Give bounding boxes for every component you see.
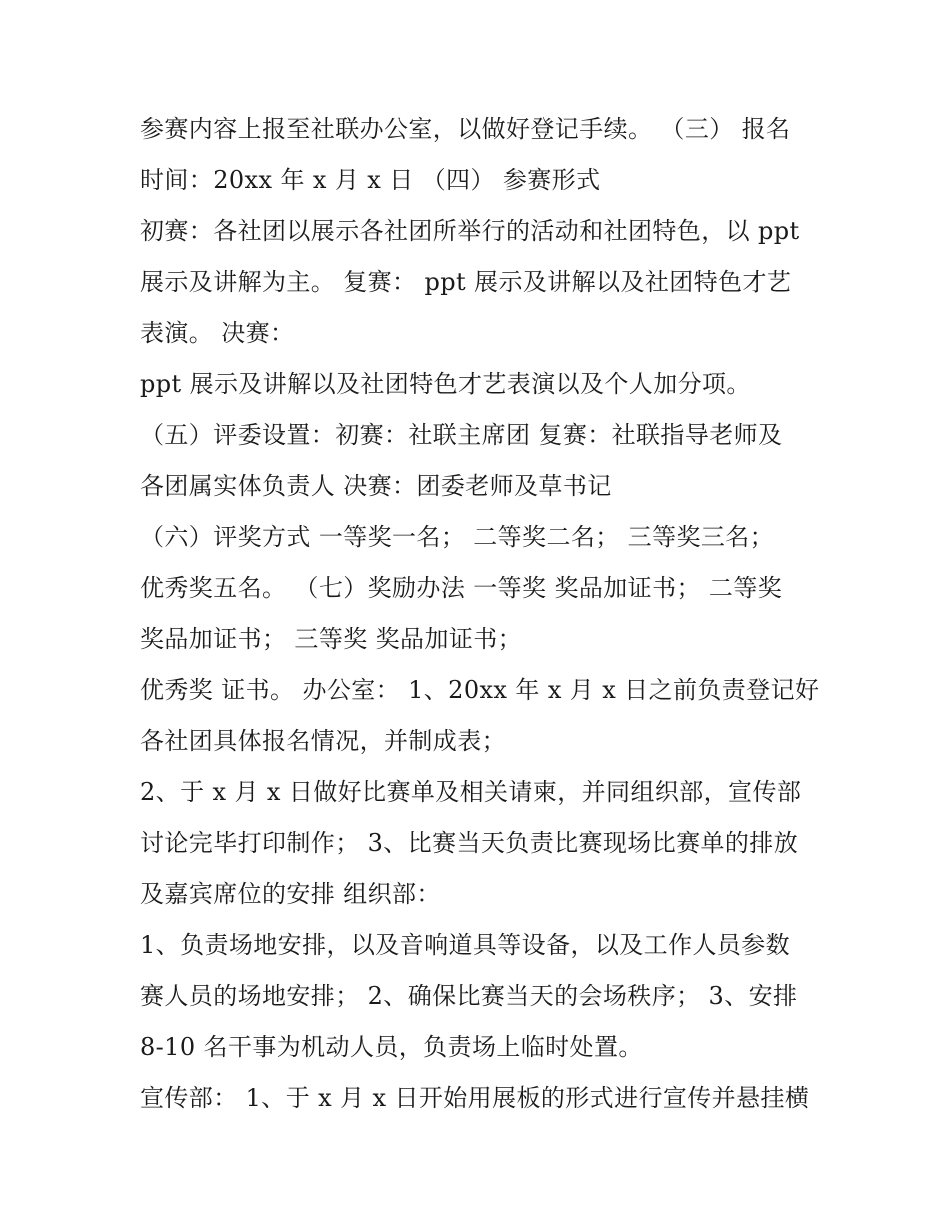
- text-line: （五）评委设置：初赛：社联主席团 复赛：社联指导老师及: [140, 421, 783, 449]
- text-line: 参赛内容上报至社联办公室，以做好登记手续。 （三） 报名: [140, 115, 791, 143]
- text-line: 优秀奖五名。 （七）奖励办法 一等奖 奖品加证书； 二等奖: [140, 574, 783, 602]
- text-line: 1、负责场地安排，以及音响道具等设备，以及工作人员参数: [140, 931, 791, 959]
- text-line: 讨论完毕打印制作； 3、比赛当天负责比赛现场比赛单的排放: [140, 829, 799, 857]
- body-text: [140, 104, 820, 1124]
- text-line: 2、于 x 月 x 日做好比赛单及相关请柬，并同组织部，宣传部: [140, 778, 802, 806]
- text-line: 时间：20xx 年 x 月 x 日 （四） 参赛形式: [140, 166, 601, 194]
- text-line: 各社团具体报名情况，并制成表；: [140, 727, 506, 755]
- text-line: （六）评奖方式 一等奖一名； 二等奖二名； 三等奖三名；: [140, 523, 775, 551]
- text-line: 展示及讲解为主。 复赛： ppt 展示及讲解以及社团特色才艺: [140, 268, 792, 296]
- text-line: ppt 展示及讲解以及社团特色才艺表演以及个人加分项。: [140, 370, 751, 398]
- text-line: 赛人员的场地安排； 2、确保比赛当天的会场秩序； 3、安排: [140, 982, 798, 1010]
- text-line: 初赛：各社团以展示各社团所举行的活动和社团特色，以 ppt: [140, 217, 800, 245]
- text-line: 表演。 决赛：: [140, 319, 295, 347]
- text-line: 及嘉宾席位的安排 组织部：: [140, 880, 441, 908]
- text-line: 优秀奖 证书。 办公室： 1、20xx 年 x 月 x 日之前负责登记好: [140, 676, 820, 704]
- text-line: 奖品加证书； 三等奖 奖品加证书；: [140, 625, 523, 653]
- text-line: 8-10 名干事为机动人员，负责场上临时处置。: [140, 1033, 643, 1061]
- text-line: 宣传部： 1、于 x 月 x 日开始用展板的形式进行宣传并悬挂横: [140, 1084, 810, 1112]
- text-line: 各团属实体负责人 决赛：团委老师及草书记: [140, 472, 612, 500]
